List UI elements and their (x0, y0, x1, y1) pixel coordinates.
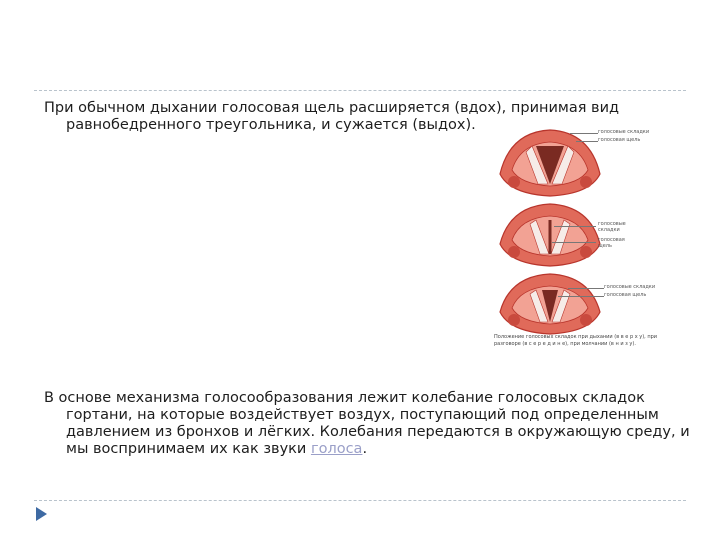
leader-line (558, 296, 604, 297)
paragraph-voice-end: . (362, 441, 368, 457)
leader-line (568, 288, 604, 289)
label-bottom-folds: голосовые складки (604, 284, 656, 290)
paragraph-breathing: При обычном дыхании голосовая щель расширяется (вдох), принимая вид равнобедренного треугольника, и сужается (выдох). (44, 100, 620, 133)
leader-line (570, 133, 598, 134)
paragraph-voice-text: В основе механизма голосообразования лежит колебание голосовых складок гортани, на которые воздействует воздух, поступающий под определенным давлением из бронхов и лёгких. Колебания передаются в окружающую среду, и мы воспринимаем их как звуки (44, 390, 690, 457)
nav-arrow-icon[interactable] (34, 506, 48, 522)
paragraph-voice (44, 390, 706, 458)
label-bottom-glottis: голосовая щель (604, 292, 647, 298)
figure-caption: Положение голосовых складок при дыхании (в в е р х у), при разговоре (в с е р е д и н е), при молчании (в н и з у). (494, 334, 658, 347)
larynx-view-speaking (500, 204, 600, 266)
vocal-folds-figure (490, 124, 660, 364)
leader-line (576, 141, 598, 142)
label-top-glottis: голосовая щель (598, 137, 641, 143)
larynx-view-silent (500, 274, 600, 334)
label-mid-folds-2: складки (598, 227, 620, 233)
larynx-view-breathing (500, 130, 600, 196)
label-mid-glottis-2: щель (598, 243, 612, 249)
label-mid-folds: голосовые (598, 221, 626, 227)
top-divider (34, 90, 686, 91)
leader-line (552, 242, 596, 243)
label-top-folds: голосовые складки (598, 129, 650, 135)
bottom-divider (34, 500, 686, 501)
voice-link[interactable]: голоса (310, 441, 363, 457)
label-mid-glottis: голосовая (598, 237, 625, 243)
vocal-folds-illustration (490, 124, 660, 364)
leader-line (554, 226, 596, 227)
